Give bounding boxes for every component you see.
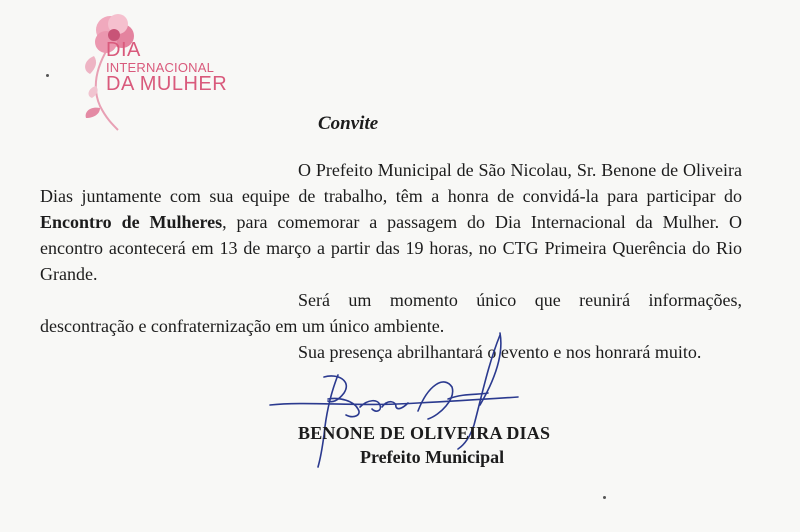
event-logo: [78, 8, 248, 133]
signatory-name: BENONE DE OLIVEIRA DIAS: [298, 423, 551, 443]
paragraph-1: [40, 157, 742, 287]
logo-line-3: DA MULHER: [106, 73, 228, 95]
logo-line-2: INTERNACIONAL: [106, 60, 215, 75]
paragraph-1-end: , para comemorar a passagem do Dia Internacional da Mulher. O encontro acontecerá em 13 de março a partir das 19 horas, no CTG Primeira Querência do Rio Grande.: [40, 212, 742, 284]
event-name: Encontro de Mulheres: [40, 212, 223, 232]
paper-speck: [603, 496, 606, 499]
paragraph-3: Sua presença abrilhantará o evento e nos honrará muito.: [298, 342, 702, 362]
paragraph-1-start: O Prefeito Municipal de São Nicolau, Sr. Benone de Oliveira Dias juntamente com sua equipe de trabalho, têm a honra de convidá-la para participar do: [40, 160, 742, 206]
logo-line-1: DIA: [106, 39, 141, 61]
paper-speck: [46, 74, 49, 77]
signatory-role: Prefeito Municipal: [360, 447, 505, 467]
paragraph-2: Será um momento único que reunirá informações, descontração e confraternização em um único ambiente.: [40, 290, 742, 336]
document-title: Convite: [318, 113, 379, 134]
